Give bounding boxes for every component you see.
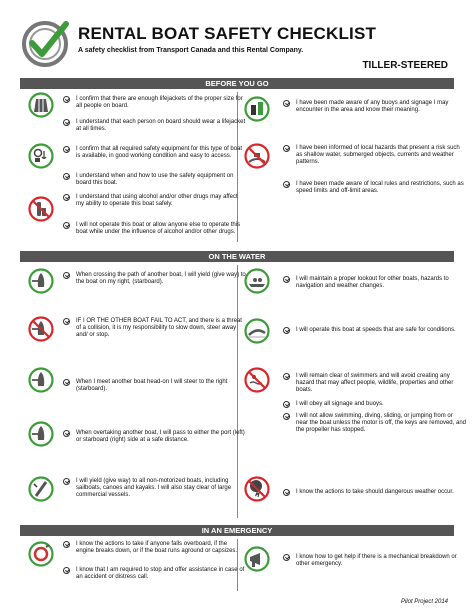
- checkmark-circle-icon[interactable]: [63, 430, 70, 437]
- page-subtitle: A safety checklist from Transport Canada and this Rental Company.: [78, 47, 304, 54]
- checkmark-circle-icon[interactable]: [283, 489, 290, 496]
- checklist-item: [63, 146, 246, 160]
- checkmark-logo-icon: [20, 18, 70, 68]
- speed-icon: [244, 318, 270, 344]
- checklist-item: [283, 401, 466, 408]
- checkmark-circle-icon[interactable]: [283, 373, 290, 380]
- checkmark-circle-icon[interactable]: [283, 413, 290, 420]
- column-divider: [237, 92, 238, 242]
- checklist-item-text: I have been made aware of any buoys and signage I may encounter in the area and know their meaning.: [296, 100, 449, 114]
- checklist-item-text: I will not allow swimming, diving, sliding, or jumping from or near the boat unless the motor is off, the keys are removed, and the propeller has stopped.: [296, 413, 466, 434]
- checkmark-circle-icon[interactable]: [283, 327, 290, 334]
- overboard-icon: [28, 541, 54, 567]
- checklist-item: [283, 181, 466, 195]
- checklist-item: [63, 173, 246, 187]
- checklist-item-text: I understand that using alcohol and/or other drugs may affect my ability to operate this boat safely.: [76, 194, 238, 208]
- checklist-item-text: I know the actions to take should dangerous weather occur.: [296, 489, 454, 495]
- steering-type-label: TILLER-STEERED: [362, 60, 448, 71]
- checklist-item-text: I confirm that there are enough lifejackets of the proper size for all people on board.: [76, 96, 243, 110]
- checklist-item: [283, 413, 466, 434]
- checklist-item-text: I will yield (give way) to all non-motorized boats, including sailboats, canoes and kayaks. I will also stay clear of large commercial vessels.: [76, 478, 232, 499]
- buoy-signage-icon: [244, 96, 270, 122]
- checklist-item: [63, 430, 246, 444]
- checklist-item: [283, 327, 466, 334]
- checkmark-circle-icon[interactable]: [283, 145, 290, 152]
- checkmark-circle-icon[interactable]: [283, 276, 290, 283]
- non-motorized-icon: [28, 476, 54, 502]
- page-title: RENTAL BOAT SAFETY CHECKLIST: [78, 24, 377, 43]
- checkmark-circle-icon[interactable]: [63, 146, 70, 153]
- safety-equipment-icon: [28, 143, 54, 169]
- checklist-item: [63, 222, 246, 236]
- checklist-item: [63, 567, 246, 581]
- checkmark-circle-icon[interactable]: [63, 222, 70, 229]
- section-bar-in-an-emergency: IN AN EMERGENCY: [20, 525, 454, 536]
- collision-icon: [28, 316, 54, 342]
- air-horn-icon: [244, 546, 270, 572]
- checklist-item: [63, 541, 246, 555]
- checklist-item: [63, 379, 246, 393]
- checklist-item-text: I will obey all signage and buoys.: [296, 401, 384, 407]
- checklist-item: [283, 554, 466, 568]
- checkmark-circle-icon[interactable]: [63, 194, 70, 201]
- checkmark-circle-icon[interactable]: [63, 96, 70, 103]
- lifejacket-icon: [28, 92, 54, 118]
- overtaking-icon: [28, 421, 54, 447]
- checkmark-circle-icon[interactable]: [283, 401, 290, 408]
- checklist-item-text: I know the actions to take if anyone falls overboard, if the engine breaks down, or if the boat runs aground or capsizes.: [76, 541, 238, 555]
- checklist-item-text: I will remain clear of swimmers and will avoid creating any hazard that may affect people, wildlife, properties and other boats.: [296, 373, 454, 394]
- checklist-item: [63, 119, 246, 133]
- checklist-item: [63, 272, 246, 286]
- checklist-item: [63, 318, 246, 339]
- weather-icon: [244, 476, 270, 502]
- checklist-item: [283, 145, 466, 166]
- checkmark-circle-icon[interactable]: [283, 554, 290, 561]
- checklist-item-text: I understand when and how to use the safety equipment on board this boat.: [76, 173, 234, 187]
- checklist-item-text: IF I OR THE OTHER BOAT FAIL TO ACT, and there is a threat of a collision, it is my responsibility to slow down, steer away and/ or stop.: [76, 318, 242, 339]
- no-alcohol-icon: [28, 196, 54, 222]
- checkmark-circle-icon[interactable]: [283, 100, 290, 107]
- checklist-item: [63, 478, 246, 499]
- checkmark-circle-icon[interactable]: [63, 541, 70, 548]
- checkmark-circle-icon[interactable]: [63, 478, 70, 485]
- checklist-item: [63, 96, 246, 110]
- checklist-item-text: I understand that each person on board should wear a lifejacket at all times.: [76, 119, 246, 133]
- checkmark-circle-icon[interactable]: [63, 567, 70, 574]
- checklist-item: [283, 276, 466, 290]
- checkmark-circle-icon[interactable]: [63, 379, 70, 386]
- no-swimmers-icon: [244, 367, 270, 393]
- head-on-icon: [28, 367, 54, 393]
- checklist-item: [283, 100, 466, 114]
- checklist-item-text: I confirm that all required safety equipment for this type of boat is available, in good working condition and easy to access.: [76, 146, 243, 160]
- checklist-item-text: When overtaking another boat, I will pass to either the port (left) or starboard (right) side at a safe distance.: [76, 430, 245, 444]
- checkmark-circle-icon[interactable]: [63, 272, 70, 279]
- checkmark-circle-icon[interactable]: [283, 181, 290, 188]
- checkmark-circle-icon[interactable]: [63, 119, 70, 126]
- checklist-item: [283, 373, 466, 394]
- section-bar-on-the-water: ON THE WATER: [20, 251, 454, 262]
- hazard-icon: [244, 143, 270, 169]
- section-bar-before-you-go: BEFORE YOU GO: [20, 78, 454, 89]
- checklist-item-text: I will operate this boat at speeds that are safe for conditions.: [296, 327, 456, 333]
- checklist-item: [63, 194, 246, 208]
- checklist-item-text: When I meet another boat head-on I will steer to the right (starboard).: [76, 379, 228, 393]
- crossing-icon: [28, 268, 54, 294]
- checklist-item-text: I know that I am required to stop and offer assistance in case of an accident or distress call.: [76, 567, 245, 581]
- lookout-icon: [244, 268, 270, 294]
- checklist-item-text: I will maintain a proper lookout for other boats, hazards to navigation and weather changes.: [296, 276, 449, 290]
- checklist-item: [283, 489, 466, 496]
- checklist-item-text: When crossing the path of another boat, I will yield (give way) to the boat on my right, (starboard).: [76, 272, 246, 286]
- checkmark-circle-icon[interactable]: [63, 173, 70, 180]
- checklist-item-text: I have been informed of local hazards that present a risk such as shallow water, submerged objects, currents and weather patterns.: [296, 145, 460, 166]
- checklist-item-text: I have been made aware of local rules and restrictions, such as speed limits and off-limit areas.: [296, 181, 464, 195]
- checklist-item-text: I know how to get help if there is a mechanical breakdown or other emergency.: [296, 554, 457, 568]
- checkmark-circle-icon[interactable]: [63, 318, 70, 325]
- footer-note: Pilot Project 2014: [400, 599, 448, 605]
- checklist-item-text: I will not operate this boat or allow anyone else to operate this boat while under the influence of alcohol and/or other drugs.: [76, 222, 241, 236]
